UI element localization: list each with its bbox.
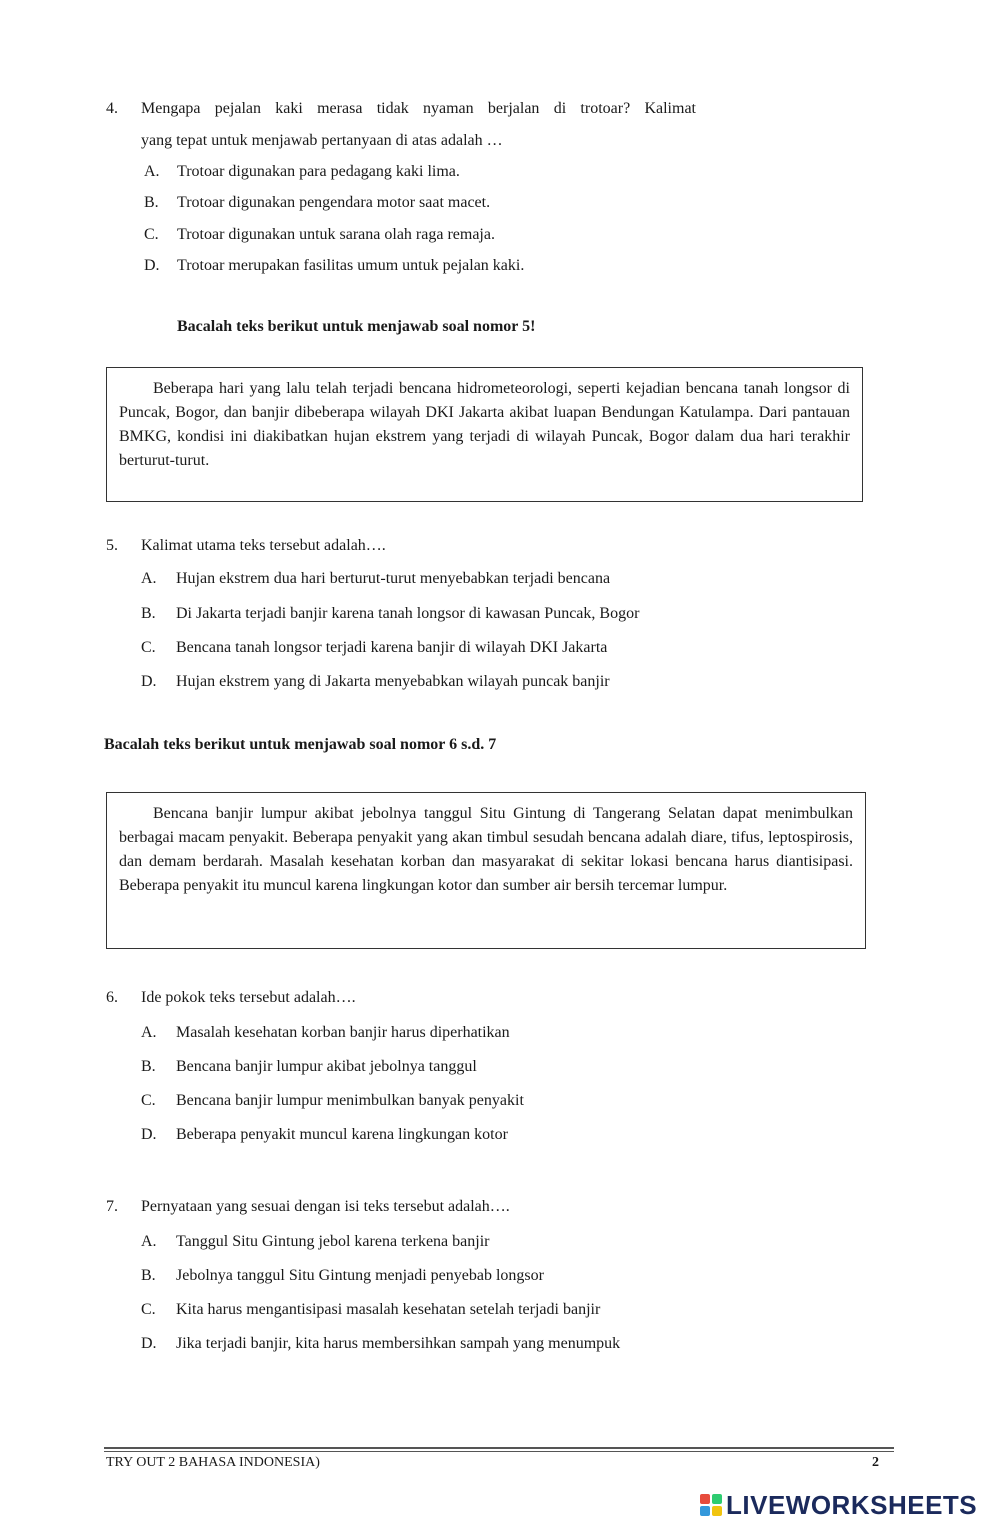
logo-text: LIVEWORKSHEETS	[726, 1489, 978, 1520]
option-text[interactable]: Bencana banjir lumpur menimbulkan banyak penyakit	[176, 1092, 524, 1109]
option-letter[interactable]: D.	[141, 673, 157, 690]
footer-divider	[104, 1447, 894, 1449]
question-text: Pernyataan yang sesuai dengan isi teks tersebut adalah….	[141, 1198, 510, 1215]
option-text[interactable]: Jika terjadi banjir, kita harus membersihkan sampah yang menumpuk	[176, 1335, 621, 1352]
option-letter[interactable]: D.	[144, 257, 160, 274]
section-heading: Bacalah teks berikut untuk menjawab soal nomor 6 s.d. 7	[104, 736, 497, 753]
question-text: Kalimat utama teks tersebut adalah….	[141, 537, 386, 554]
option-letter[interactable]: C.	[144, 226, 159, 243]
logo-square-icon	[700, 1506, 710, 1516]
liveworksheets-logo	[700, 1490, 977, 1520]
option-text[interactable]: Trotoar digunakan untuk sarana olah raga remaja.	[177, 226, 495, 243]
option-letter[interactable]: A.	[144, 163, 160, 180]
option-letter[interactable]: D.	[141, 1126, 157, 1143]
passage-text: Bencana banjir lumpur akibat jebolnya tanggul Situ Gintung di Tangerang Selatan dapat menimbulkan berbagai macam penyakit. Beberapa penyakit yang akan timbul sesudah bencana adalah diare, tifus, leptospirosis, dan demam berdarah. Masalah kesehatan korban dan masyarakat di sekitar lokasi bencana harus diantisipasi. Beberapa penyakit itu muncul karena lingkungan kotor dan sumber air bersih tercemar lumpur.	[119, 805, 853, 894]
option-text[interactable]: Bencana banjir lumpur akibat jebolnya tanggul	[176, 1058, 477, 1075]
option-letter[interactable]: B.	[144, 194, 159, 211]
option-text[interactable]: Di Jakarta terjadi banjir karena tanah longsor di kawasan Puncak, Bogor	[176, 605, 640, 622]
logo-square-icon	[700, 1494, 710, 1504]
reading-passage	[106, 367, 863, 502]
option-text[interactable]: Jebolnya tanggul Situ Gintung menjadi penyebab longsor	[176, 1267, 544, 1284]
question-text-line: yang tepat untuk menjawab pertanyaan di atas adalah …	[141, 132, 503, 149]
reading-passage	[106, 792, 866, 949]
option-text[interactable]: Trotoar digunakan pengendara motor saat macet.	[177, 194, 491, 211]
option-text[interactable]: Kita harus mengantisipasi masalah kesehatan setelah terjadi banjir	[176, 1301, 601, 1318]
logo-square-icon	[712, 1506, 722, 1516]
option-text[interactable]: Hujan ekstrem yang di Jakarta menyebabkan wilayah puncak banjir	[176, 673, 610, 690]
question-text-line: Mengapa pejalan kaki merasa tidak nyaman berjalan di trotoar? Kalimat	[141, 100, 696, 117]
option-text[interactable]: Bencana tanah longsor terjadi karena banjir di wilayah DKI Jakarta	[176, 639, 608, 656]
footer-title: TRY OUT 2 BAHASA INDONESIA)	[106, 1455, 320, 1470]
question-text: Ide pokok teks tersebut adalah….	[141, 989, 356, 1006]
section-heading: Bacalah teks berikut untuk menjawab soal nomor 5!	[177, 318, 536, 335]
option-text[interactable]: Beberapa penyakit muncul karena lingkungan kotor	[176, 1126, 508, 1143]
option-letter[interactable]: C.	[141, 1301, 156, 1318]
option-text[interactable]: Trotoar merupakan fasilitas umum untuk pejalan kaki.	[177, 257, 525, 274]
option-letter[interactable]: A.	[141, 1024, 157, 1041]
page-number: 2	[872, 1455, 879, 1470]
footer-divider	[104, 1451, 894, 1452]
option-letter[interactable]: C.	[141, 1092, 156, 1109]
option-text[interactable]: Tanggul Situ Gintung jebol karena terkena banjir	[176, 1233, 490, 1250]
question-number: 4.	[106, 100, 118, 117]
question-number: 6.	[106, 989, 118, 1006]
liveworksheets-logo-icon	[700, 1494, 722, 1516]
question-number: 7.	[106, 1198, 118, 1215]
option-text[interactable]: Trotoar digunakan para pedagang kaki lima.	[177, 163, 460, 180]
question-number: 5.	[106, 537, 118, 554]
option-letter[interactable]: A.	[141, 570, 157, 587]
option-text[interactable]: Hujan ekstrem dua hari berturut-turut menyebabkan terjadi bencana	[176, 570, 611, 587]
option-letter[interactable]: A.	[141, 1233, 157, 1250]
option-letter[interactable]: B.	[141, 605, 156, 622]
option-letter[interactable]: D.	[141, 1335, 157, 1352]
option-letter[interactable]: B.	[141, 1267, 156, 1284]
logo-square-icon	[712, 1494, 722, 1504]
option-text[interactable]: Masalah kesehatan korban banjir harus diperhatikan	[176, 1024, 510, 1041]
option-letter[interactable]: B.	[141, 1058, 156, 1075]
passage-text: Beberapa hari yang lalu telah terjadi bencana hidrometeorologi, seperti kejadian bencana tanah longsor di Puncak, Bogor, dan banjir dibeberapa wilayah DKI Jakarta akibat luapan Bendungan Katulampa. Dari pantauan BMKG, kondisi ini diakibatkan hujan ekstrem yang terjadi di wilayah Puncak, Bogor dalam dua hari terakhir berturut-turut.	[119, 380, 850, 469]
option-letter[interactable]: C.	[141, 639, 156, 656]
